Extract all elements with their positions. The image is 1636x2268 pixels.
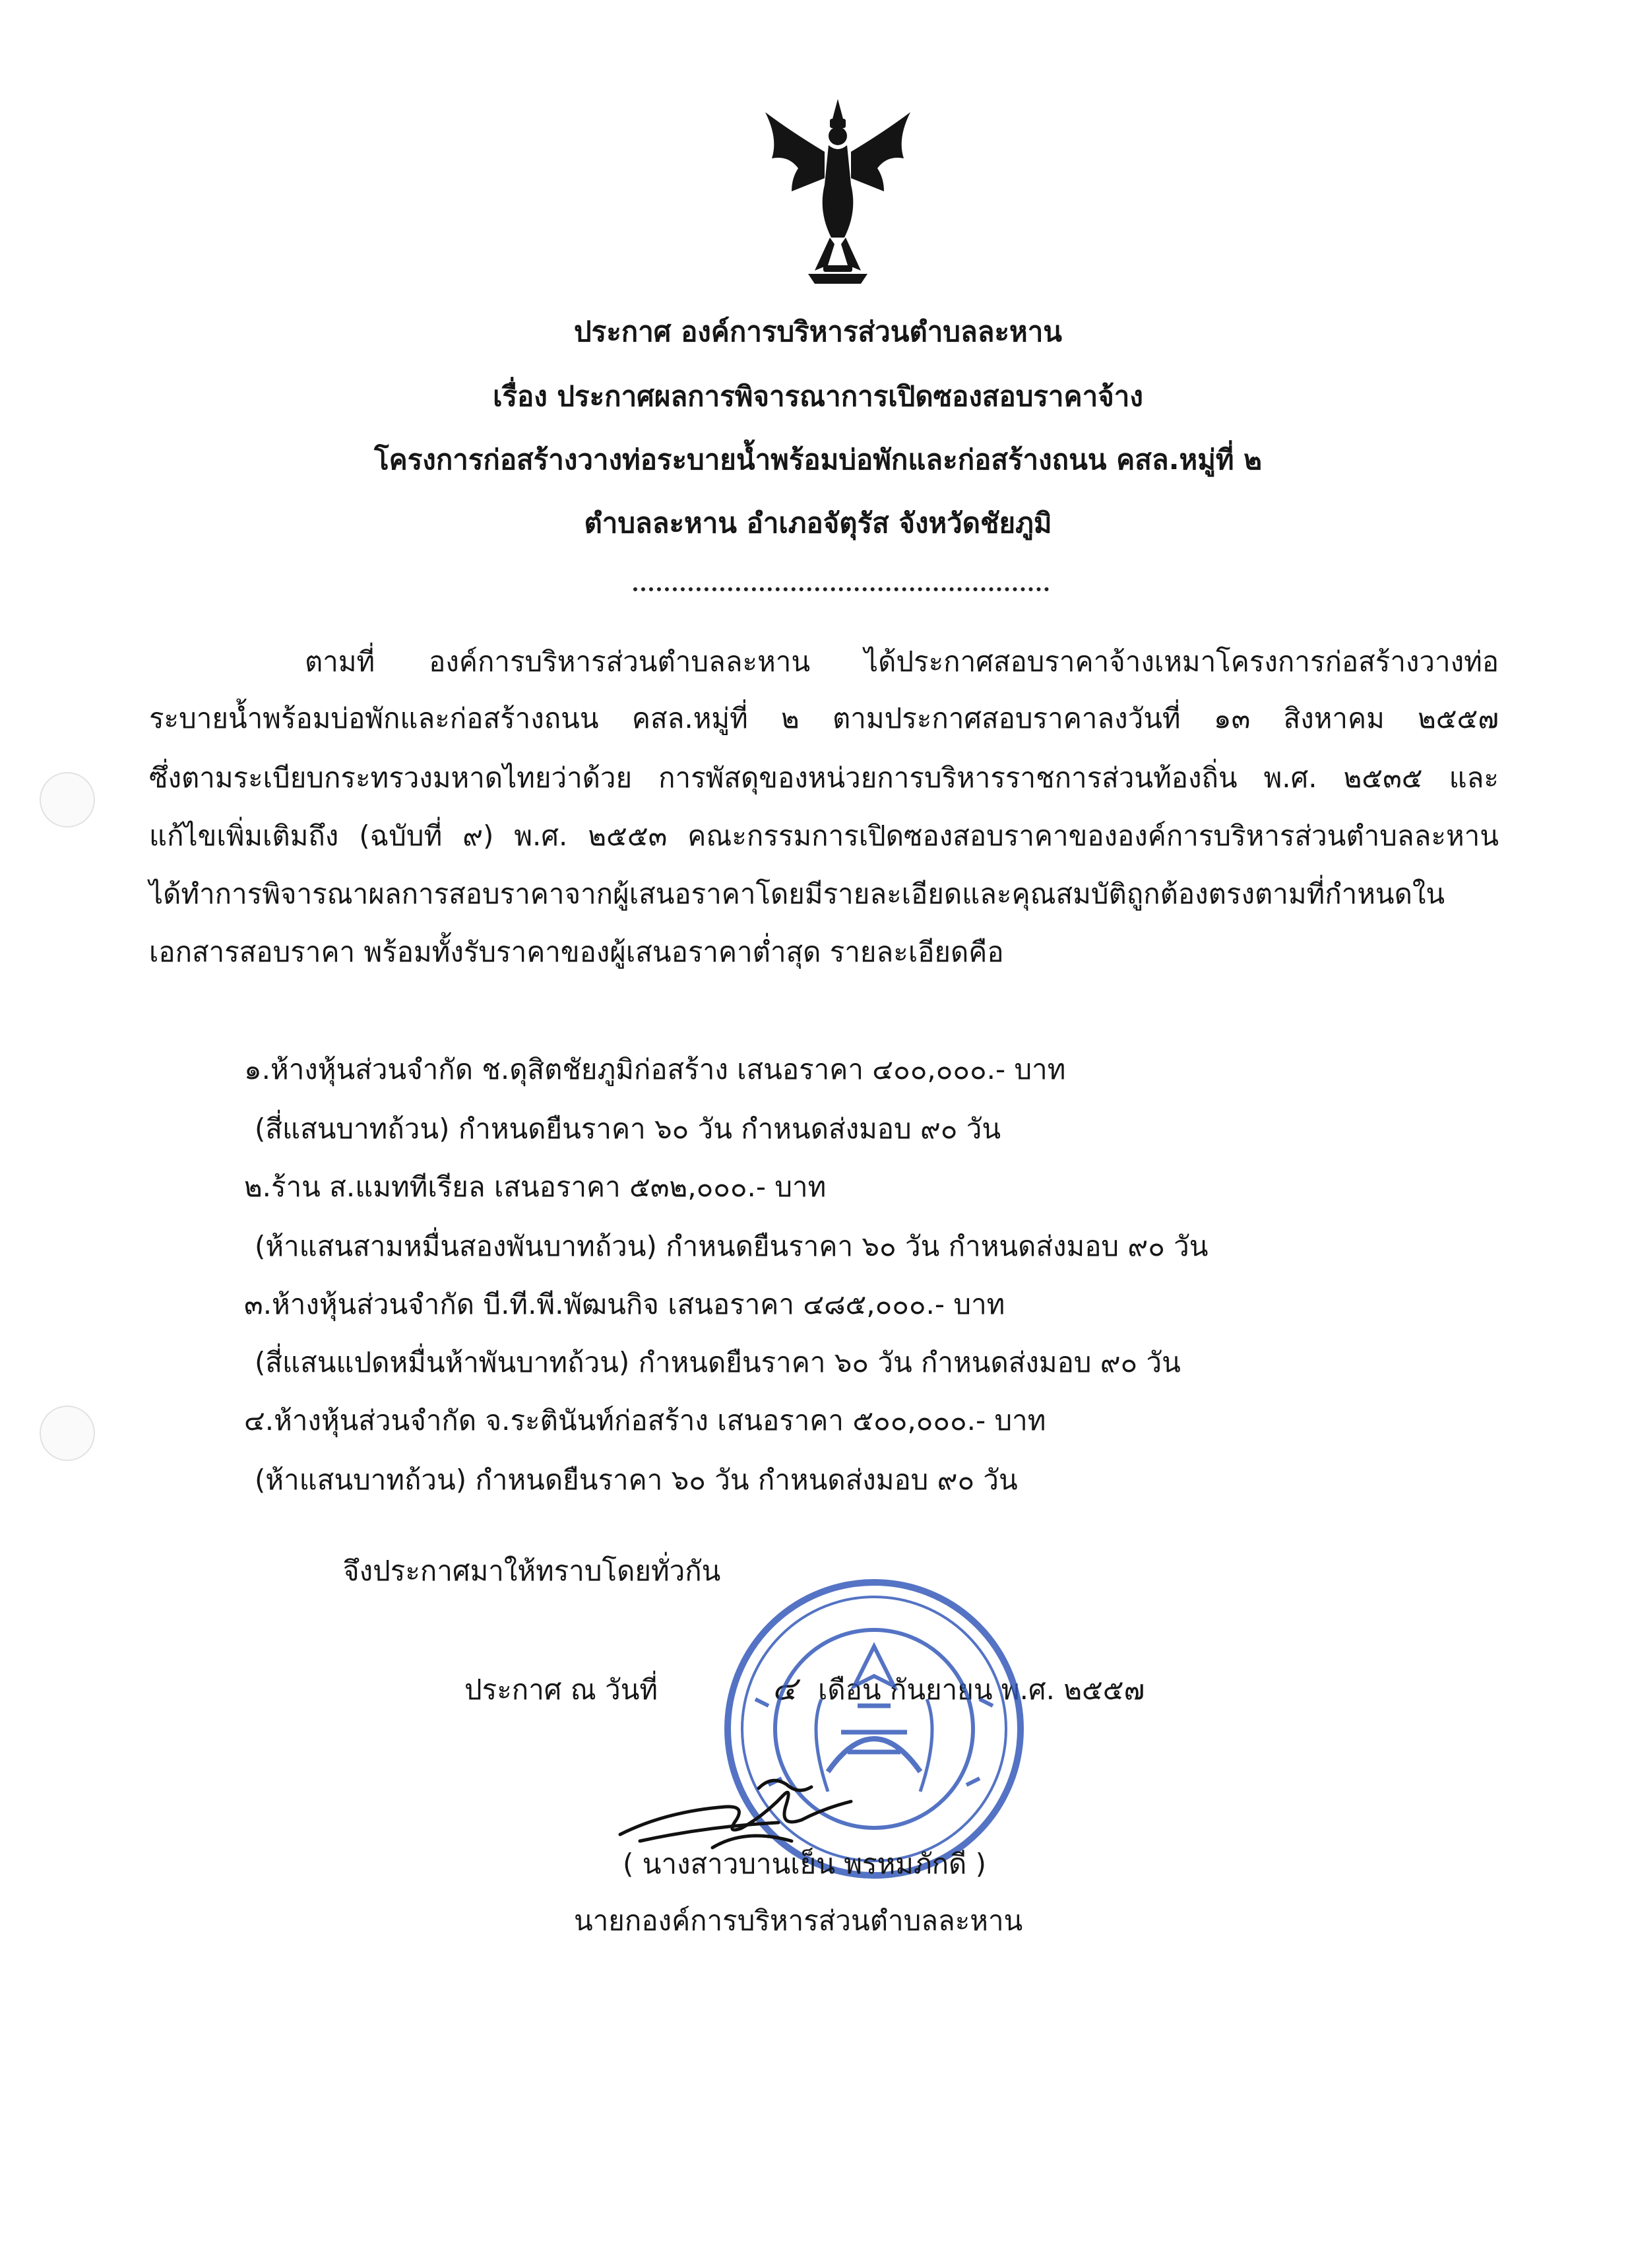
bid-1-main: ๑.ห้างหุ้นส่วนจำกัด ช.ดุสิตชัยภูมิก่อสร้าง เสนอราคา ๔๐๐,๐๐๐.- บาท (244, 1053, 1066, 1085)
subject-line: เรื่อง ประกาศผลการพิจารณาการเปิดซองสอบราคาจ้าง (493, 380, 1143, 412)
announcement-day-handwritten: ๔ (772, 1669, 797, 1708)
bid-1-detail: (สี่แสนบาทถ้วน) กำหนดยืนราคา ๖๐ วัน กำหนดส่งมอบ ๙๐ วัน (255, 1113, 1001, 1145)
closing-statement: จึงประกาศมาให้ทราบโดยทั่วกัน (343, 1555, 721, 1587)
body-line-5: ได้ทำการพิจารณาผลการสอบราคาจากผู้เสนอราคาโดยมีรายละเอียดและคุณสมบัติถูกต้องตรงตามที่กำหนดใน (149, 878, 1445, 910)
body-line-4: แก้ไขเพิ่มเติมถึง (ฉบับที่ ๙) พ.ศ. ๒๕๕๓ คณะกรรมการเปิดซองสอบราคาขององค์การบริหารส่วนตำบลละหาน (149, 820, 1499, 852)
project-title: โครงการก่อสร้างวางท่อระบายน้ำพร้อมบ่อพักและก่อสร้างถนน คสล.หมู่ที่ ๒ (374, 443, 1262, 476)
bid-2-main: ๒.ร้าน ส.แมททีเรียล เสนอราคา ๕๓๒,๐๐๐.- บาท (244, 1171, 827, 1203)
garuda-emblem-icon (752, 92, 924, 290)
punch-hole (40, 1406, 95, 1461)
bid-2-detail: (ห้าแสนสามหมื่นสองพันบาทถ้วน) กำหนดยืนราคา ๖๐ วัน กำหนดส่งมอบ ๙๐ วัน (255, 1230, 1209, 1262)
location-line: ตำบลละหาน อำเภอจัตุรัส จังหวัดชัยภูมิ (584, 507, 1052, 539)
body-line-3: ซึ่งตามระเบียบกระทรวงมหาดไทยว่าด้วย การพัสดุของหน่วยการบริหารราชการส่วนท้องถิ่น พ.ศ. ๒๕๓๕ และ (149, 761, 1499, 794)
bid-3-main: ๓.ห้างหุ้นส่วนจำกัด บี.ที.พี.พัฒนกิจ เสนอราคา ๔๘๕,๐๐๐.- บาท (244, 1288, 1005, 1320)
body-line-1: ตามที่ องค์การบริหารส่วนตำบลละหาน ได้ประกาศสอบราคาจ้างเหมาโครงการก่อสร้างวางท่อ (305, 645, 1499, 678)
bid-4-main: ๔.ห้างหุ้นส่วนจำกัด จ.ระตินันท์ก่อสร้าง เสนอราคา ๕๐๐,๐๐๐.- บาท (244, 1404, 1046, 1437)
punch-hole (40, 772, 95, 827)
announcement-date-rest: เดือน กันยายน พ.ศ. ๒๕๕๗ (818, 1673, 1145, 1706)
bid-3-detail: (สี่แสนแปดหมื่นห้าพันบาทถ้วน) กำหนดยืนราคา ๖๐ วัน กำหนดส่งมอบ ๙๐ วัน (255, 1346, 1181, 1378)
signatory-title: นายกองค์การบริหารส่วนตำบลละหาน (574, 1904, 1023, 1937)
signatory-name: ( นางสาวบานเย็น พรหมภักดี ) (623, 1848, 987, 1880)
announcement-date-prefix: ประกาศ ณ วันที่ (464, 1673, 658, 1706)
bid-4-detail: (ห้าแสนบาทถ้วน) กำหนดยืนราคา ๖๐ วัน กำหนดส่งมอบ ๙๐ วัน (255, 1464, 1018, 1496)
body-line-6: เอกสารสอบราคา พร้อมทั้งรับราคาของผู้เสนอราคาต่ำสุด รายละเอียดคือ (149, 936, 1004, 968)
body-line-2: ระบายน้ำพร้อมบ่อพักและก่อสร้างถนน คสล.หมู่ที่ ๒ ตามประกาศสอบราคาลงวันที่ ๑๓ สิงหาคม ๒๕๕๗ (149, 702, 1499, 734)
announcement-heading: ประกาศ องค์การบริหารส่วนตำบลละหาน (574, 315, 1062, 348)
heading-divider (633, 587, 1049, 591)
